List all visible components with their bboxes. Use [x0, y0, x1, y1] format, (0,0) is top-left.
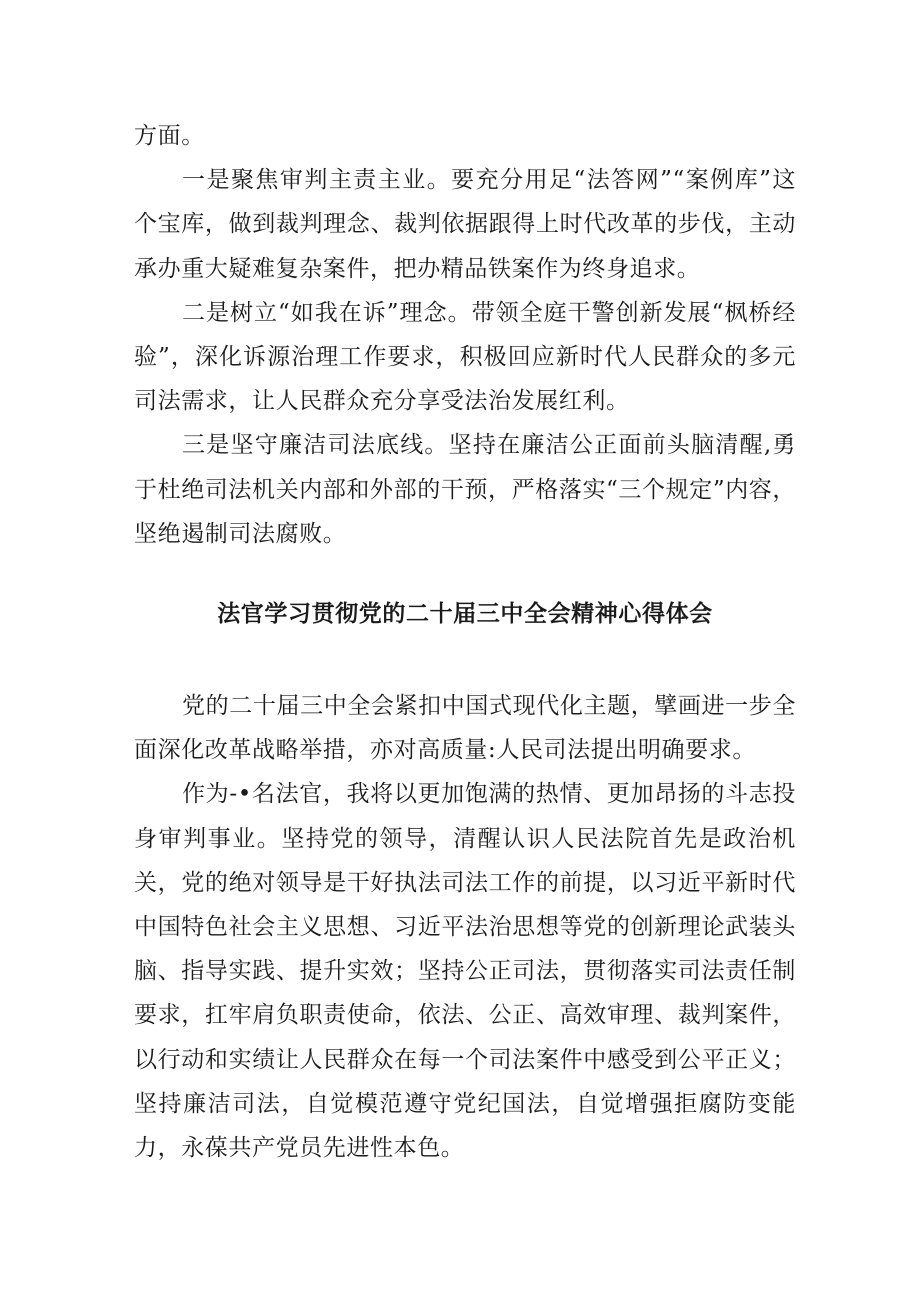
article-body — [134, 684, 796, 1170]
article-title: 法官学习贯彻党的二十届三中全会精神心得体会 — [217, 601, 713, 628]
point-paragraph-3: 三是坚守廉洁司法底线。坚持在廉洁公正面前头脑清醒,勇于杜绝司法机关内部和外部的干预，严格落实“三个规定”内容，坚绝遏制司法腐败。 — [134, 432, 796, 547]
continuation-paragraph: 方面。 — [134, 123, 205, 149]
point-paragraph-1: 一是聚焦审判主责主业。要充分用足“法答网”“案例库”这个宝库，做到裁判理念、裁判依据跟得上时代改革的步伐，主动承办重大疑难复杂案件，把办精品铁案作为终身追求。 — [134, 167, 796, 282]
body-paragraph-1: 党的二十届三中全会紧扣中国式现代化主题，擘画进一步全面深化改革战略举措，亦对高质量:人民司法提出明确要求。 — [134, 693, 796, 764]
body-paragraph-2: 作为-•名法官，我将以更加饱满的热情、更加昂扬的斗志投身审判事业。坚持党的领导，清醒认识人民法院首先是政治机关，党的绝对领导是干好执法司法工作的前提，以习近平新时代中国特色社会主义思想、习近平法治思想等党的创新理论武装头脑、指导实践、提升实效；坚持公正司法，贯彻落实司法责任制要求，扛牢肩负职责使命，依法、公正、高效审理、裁判案件，以行动和实绩让人民群众在每一个司法案件中感受到公平正义；坚持廉洁司法，自觉模范遵守党纪国法，自觉增强拒腐防变能力，永葆共产党员先进性本色。 — [134, 781, 796, 1162]
document-page — [134, 114, 796, 1170]
point-paragraph-2: 二是树立“如我在诉”理念。带领全庭干警创新发展“枫桥经验”，深化诉源治理工作要求，积极回应新时代人民群众的多元司法需求，让人民群众充分享受法治发展红利。 — [134, 299, 796, 415]
